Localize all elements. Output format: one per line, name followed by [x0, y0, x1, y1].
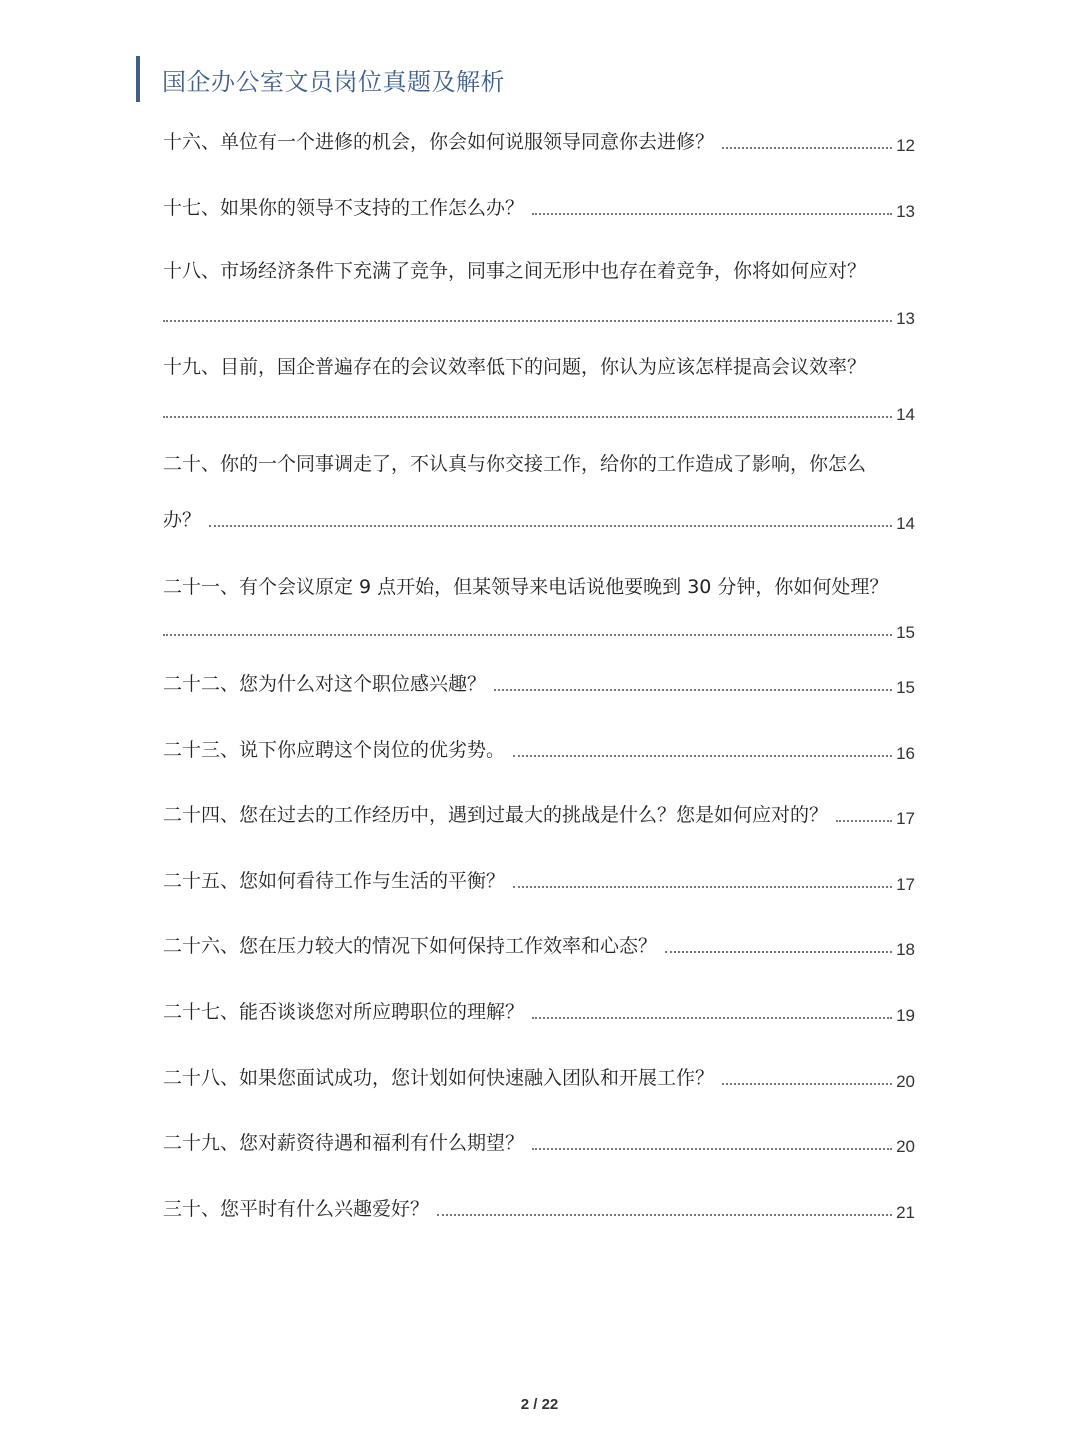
toc-page-number: 20	[896, 1072, 915, 1091]
toc-entry[interactable]	[163, 738, 915, 762]
toc-leader-dots	[722, 147, 892, 149]
toc-entry-title: 三十、您平时有什么兴趣爱好？	[163, 1198, 430, 1220]
toc-leader-dots	[163, 416, 892, 418]
toc-entry-title: 二十五、您如何看待工作与生活的平衡？	[163, 870, 506, 892]
toc-entry[interactable]	[163, 869, 915, 893]
toc-entry-title: 二十七、能否谈谈您对所应聘职位的理解？	[163, 1001, 525, 1023]
toc-entry-continuation: 办？	[163, 509, 202, 531]
toc-leader-dots	[836, 820, 892, 822]
toc-entry[interactable]	[163, 934, 915, 958]
toc-entry-title: 十八、市场经济条件下充满了竞争，同事之间无形中也存在着竞争，你将如何应对？	[163, 260, 867, 282]
toc-leader-dots	[209, 525, 892, 527]
toc-leader-dots	[163, 320, 892, 322]
toc-page-number: 20	[896, 1137, 915, 1156]
toc-entry-title: 十六、单位有一个进修的机会，你会如何说服领导同意你去进修？	[163, 131, 715, 153]
toc-leader-dots	[437, 1214, 892, 1216]
toc-page-number: 16	[896, 744, 915, 763]
toc-entry[interactable]	[163, 452, 915, 532]
toc-entry-title: 二十二、您为什么对这个职位感兴趣？	[163, 673, 487, 695]
toc-page-number: 13	[896, 309, 915, 328]
toc-page-number: 18	[896, 940, 915, 959]
toc-entry[interactable]	[163, 1066, 915, 1090]
toc-entry-title: 二十九、您对薪资待遇和福利有什么期望？	[163, 1132, 525, 1154]
toc-entry-title: 十七、如果你的领导不支持的工作怎么办？	[163, 197, 525, 219]
document-header	[136, 56, 505, 102]
toc-page-number: 14	[896, 514, 915, 533]
toc-entry[interactable]	[163, 1131, 915, 1155]
toc-entry[interactable]	[163, 672, 915, 696]
toc-page-number: 19	[896, 1006, 915, 1025]
page-indicator: 2 / 22	[520, 1396, 559, 1413]
toc-entry-title: 二十三、说下你应聘这个岗位的优劣势。	[163, 739, 506, 761]
toc-leader-dots	[532, 1148, 892, 1150]
toc-entry[interactable]	[163, 575, 915, 641]
toc-entry[interactable]	[163, 130, 915, 154]
toc-leader-dots	[532, 1017, 892, 1019]
toc-entry-title: 二十八、如果您面试成功，您计划如何快速融入团队和开展工作？	[163, 1067, 715, 1089]
toc-leader-dots	[494, 689, 892, 691]
document-title: 国企办公室文员岗位真题及解析	[162, 67, 505, 96]
toc-page-number: 12	[896, 136, 915, 155]
toc-entry-title: 二十、你的一个同事调走了，不认真与你交接工作，给你的工作造成了影响，你怎么	[163, 453, 867, 475]
toc-entry-title: 二十一、有个会议原定 9 点开始，但某领导来电话说他要晚到 30 分钟，你如何处理？	[163, 576, 889, 598]
toc-leader-dots	[722, 1083, 892, 1085]
toc-entry[interactable]	[163, 1000, 915, 1024]
toc-leader-dots	[513, 755, 892, 757]
toc-leader-dots	[163, 634, 892, 636]
toc-page-number: 21	[896, 1203, 915, 1222]
toc-page-number: 15	[896, 678, 915, 697]
toc-entry[interactable]	[163, 259, 915, 327]
toc-page-number: 15	[896, 623, 915, 642]
toc-page-number: 17	[896, 809, 915, 828]
toc-entry-title: 二十四、您在过去的工作经历中，遇到过最大的挑战是什么？您是如何应对的？	[163, 804, 829, 826]
toc-entry[interactable]	[163, 355, 915, 423]
toc-entry[interactable]	[163, 196, 915, 220]
toc-entry[interactable]	[163, 1197, 915, 1221]
toc-page-number: 14	[896, 405, 915, 424]
toc-page-number: 13	[896, 202, 915, 221]
toc-leader-dots	[665, 951, 892, 953]
toc-entry[interactable]	[163, 803, 915, 827]
toc-entry-title: 二十六、您在压力较大的情况下如何保持工作效率和心态？	[163, 935, 658, 957]
toc-leader-dots	[513, 886, 892, 888]
toc-page-number: 17	[896, 875, 915, 894]
toc-entry-title: 十九、目前，国企普遍存在的会议效率低下的问题，你认为应该怎样提高会议效率？	[163, 356, 867, 378]
toc-leader-dots	[532, 213, 892, 215]
